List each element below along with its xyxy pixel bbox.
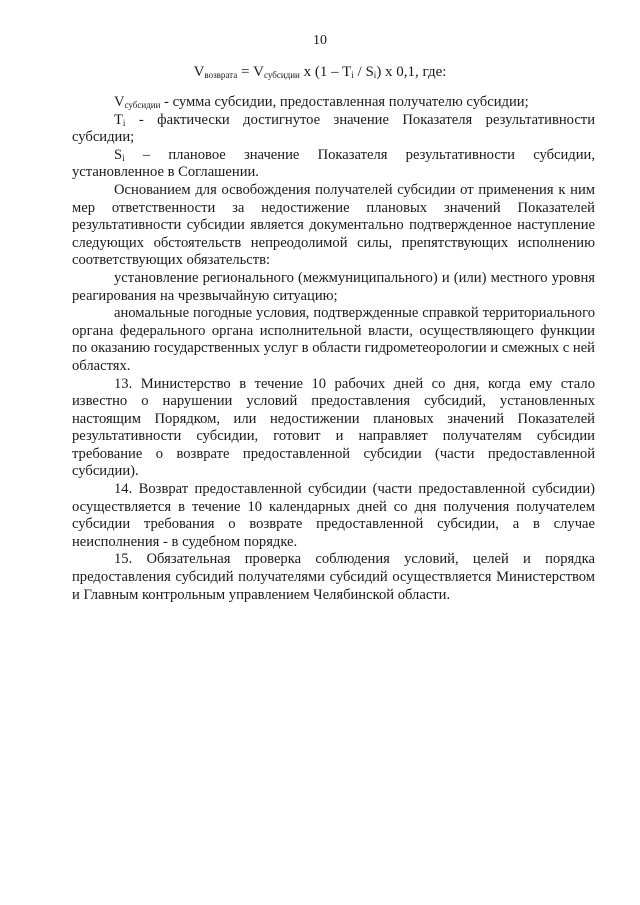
page-number: 10 [313, 33, 327, 48]
formula-tail: ) x 0,1, где: [376, 64, 447, 80]
formula-lhs-variable: V [193, 64, 205, 80]
formula-lhs-subscript: возврата [204, 70, 238, 80]
paragraph-15: 15. Обязательная проверка соблюдения условий, целей и порядка предоставления субсидий получателями субсидий осуществляется Министерством и Главным контрольным управлением Челябинской области. [72, 551, 595, 603]
formula-subsidy-subscript: субсидии [264, 70, 300, 80]
paragraph-emergency: установление регионального (межмуниципального) и (или) местного уровня реагирования на чрезвычайную ситуацию; [72, 269, 595, 304]
definition-t [72, 112, 595, 147]
definition-t-variable: T [114, 111, 123, 128]
definition-s-variable: S [114, 146, 123, 163]
formula-subsidy-variable: V [253, 64, 265, 80]
paragraph-exemption-basis: Основанием для освобождения получателей субсидии от применения к ним мер ответственности за недостижение плановых значений Показателей результативности субсидии является документально подтвержденное наступление следующих обстоятельств непреодолимой силы, препятствующих исполнению соответствующих обязательств: [72, 181, 595, 269]
definition-v-variable: V [114, 94, 125, 110]
definition-v-text: - сумма субсидии, предоставленная получателю субсидии; [160, 94, 529, 110]
definition-v [72, 94, 595, 112]
definition-s [72, 147, 595, 182]
formula-middle: x (1 – T [299, 64, 352, 80]
formula-t-subscript: i [351, 70, 354, 80]
definition-s-text: – плановое значение Показателя результативности субсидии, установленное в Соглашении. [72, 146, 595, 181]
definition-t-text: - фактически достигнутое значение Показателя результативности субсидии; [72, 111, 595, 146]
formula-s-subscript: i [373, 70, 377, 80]
paragraph-weather: аномальные погодные условия, подтвержденные справкой территориального органа федерального органа исполнительной власти, осуществляющего функции по оказанию государственных услуг в области гидрометеорологии и смежных с ней областях. [72, 305, 595, 374]
refund-formula [0, 64, 640, 81]
definition-t-subscript: i [122, 117, 126, 128]
definition-s-subscript: i [122, 152, 125, 163]
formula-slash: / S [353, 64, 374, 80]
definition-v-subscript: субсидии [124, 100, 161, 110]
body-text [72, 94, 595, 604]
paragraph-14: 14. Возврат предоставленной субсидии (части предоставленной субсидии) осуществляется в течение 10 календарных дней со дня получения получателем субсидии требования о возврате предоставленной субсидии, а в случае неисполнения - в судебном порядке. [72, 481, 595, 550]
paragraph-13: 13. Министерство в течение 10 рабочих дней со дня, когда ему стало известно о нарушении условий предоставления субсидий, установленных настоящим Порядком, или недостижении плановых значений Показателей результативности субсидии, готовит и направляет получателям субсидии требование о возврате предоставленной субсидии (части предоставленной субсидии). [72, 375, 595, 480]
formula-equals: = [237, 64, 254, 80]
